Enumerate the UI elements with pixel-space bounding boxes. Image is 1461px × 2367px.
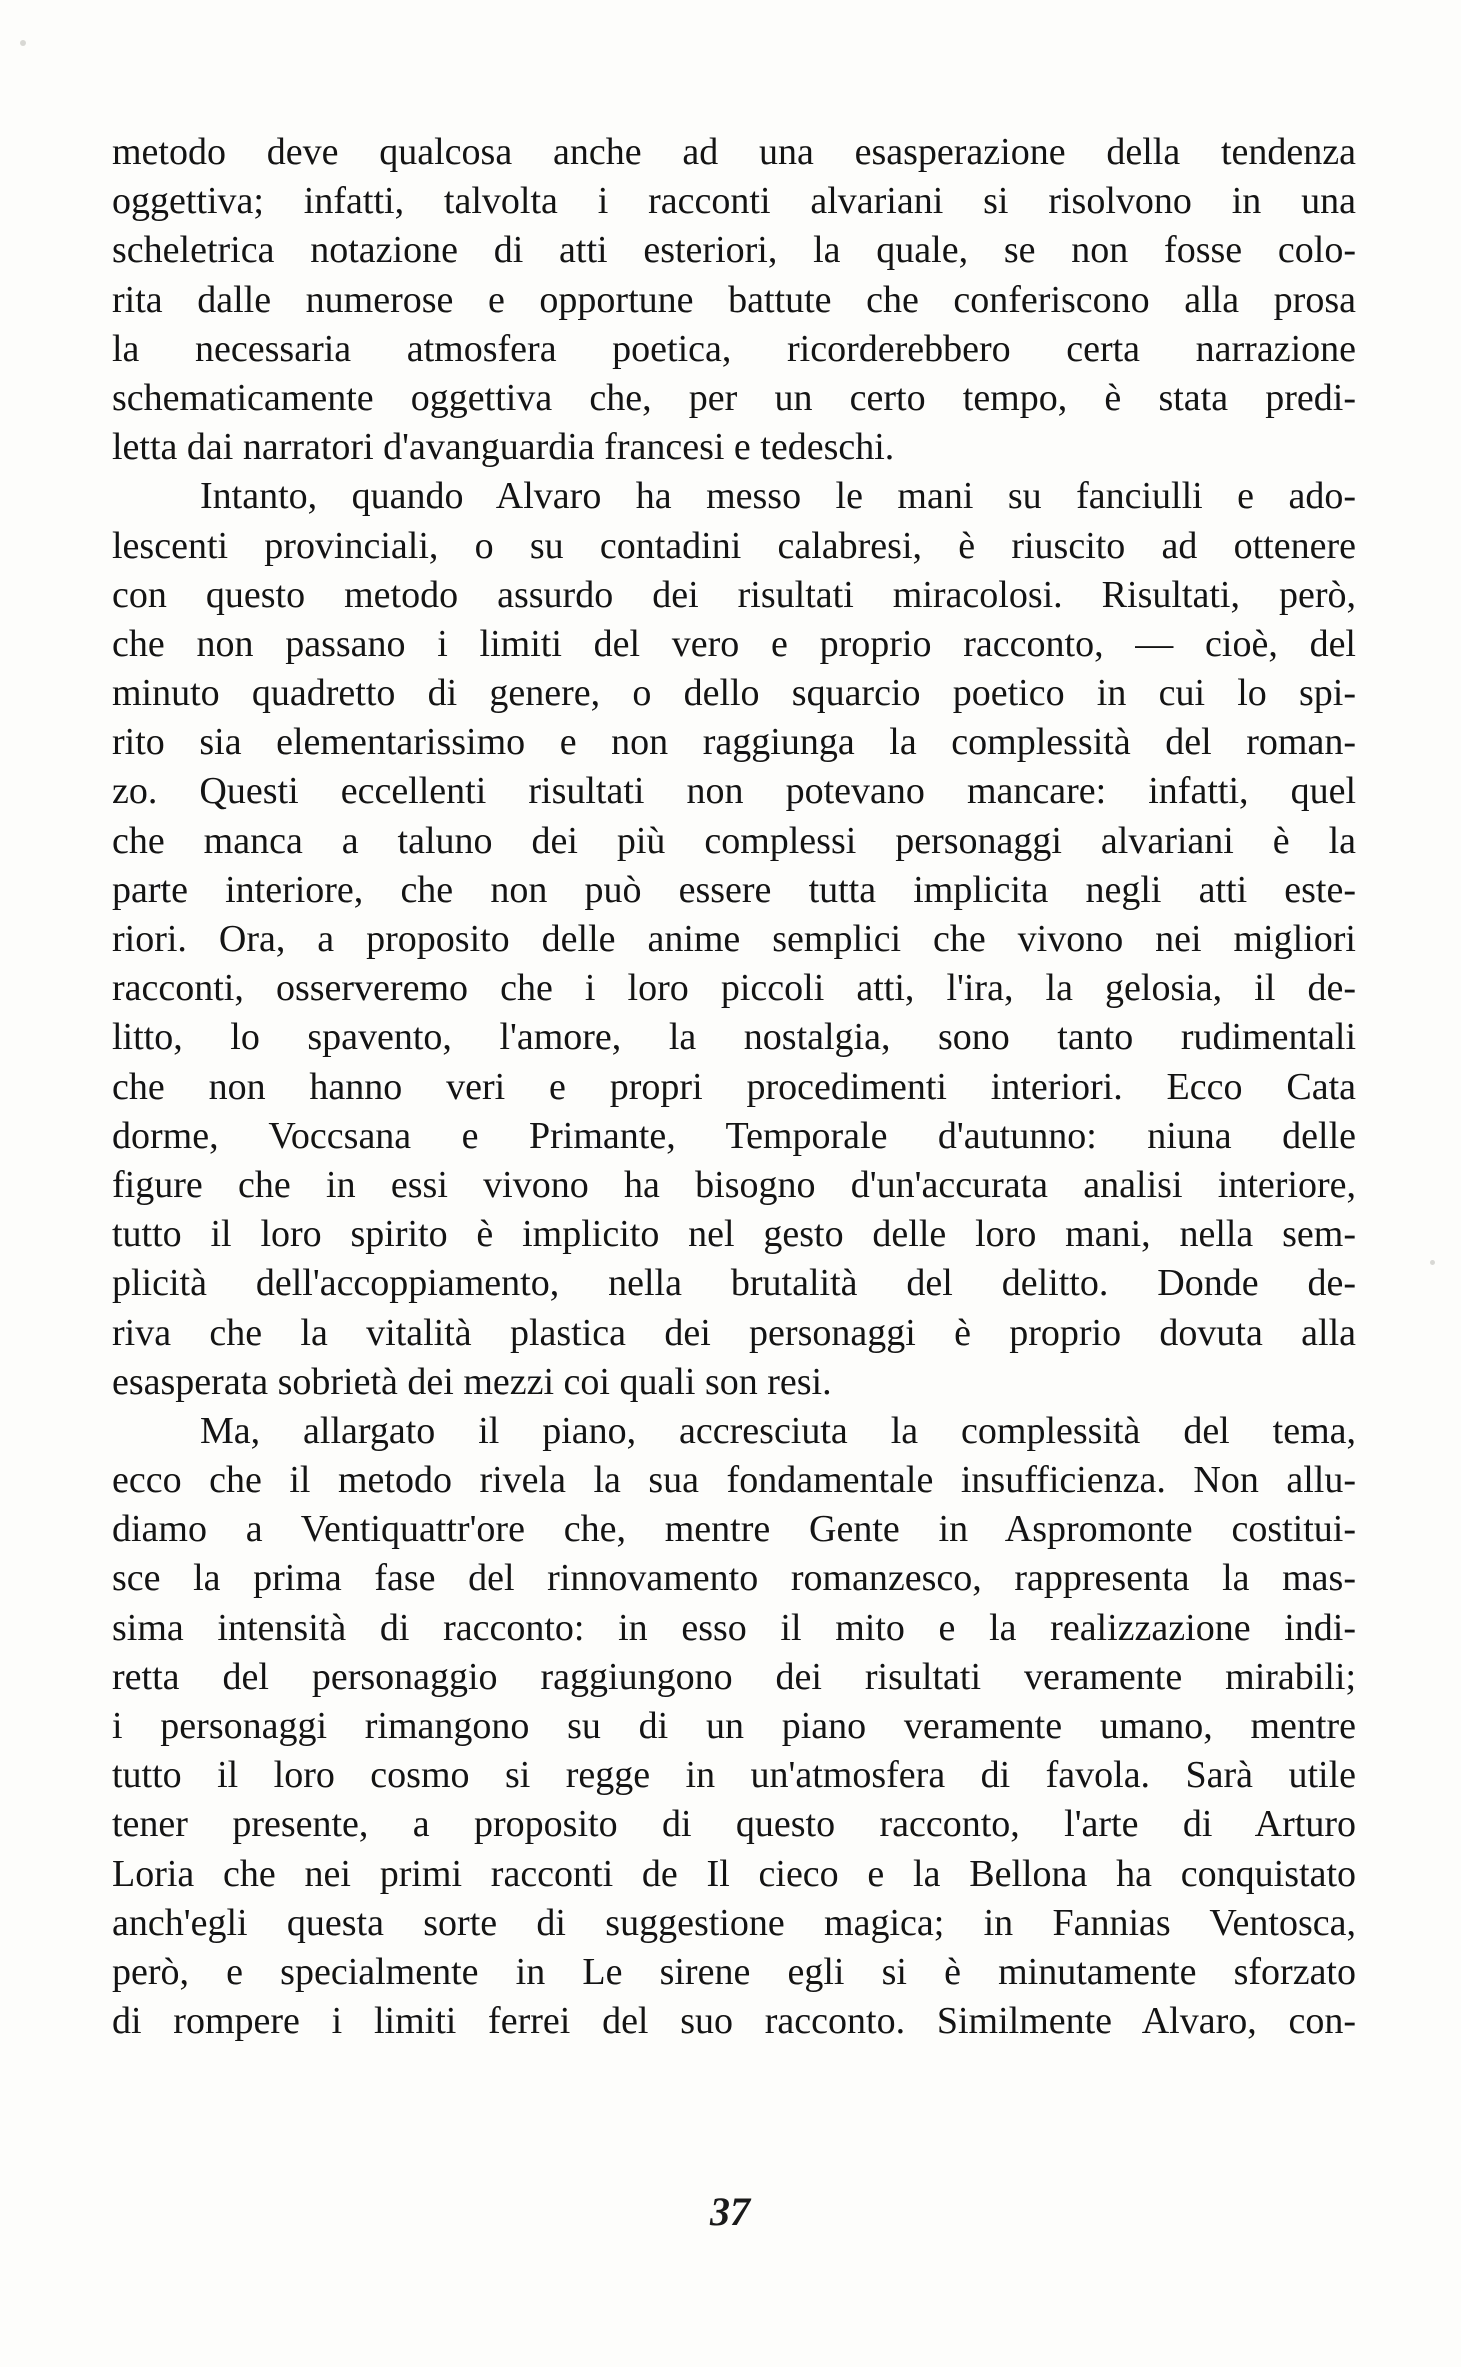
text-line: che manca a taluno dei più complessi personaggi alvariani è la [112, 819, 1356, 862]
text-line: minuto quadretto di genere, o dello squarcio poetico in cui lo spi- [112, 672, 1356, 715]
text-line: zo. Questi eccellenti risultati non potevano mancare: infatti, quel [112, 770, 1356, 813]
text-line: tener presente, a proposito di questo racconto, l'arte di Arturo [112, 1803, 1356, 1846]
text-line: con questo metodo assurdo dei risultati miracolosi. Risultati, però, [112, 573, 1356, 616]
text-line: retta del personaggio raggiungono dei risultati veramente mirabili; [112, 1655, 1356, 1698]
text-line: metodo deve qualcosa anche ad una esasperazione della tendenza [112, 131, 1356, 173]
paper-speck [20, 40, 26, 46]
text-line: i personaggi rimangono su di un piano veramente umano, mentre [112, 1705, 1356, 1747]
paragraph-first-line: Intanto, quando Alvaro ha messo le mani su fanciulli e ado- [200, 475, 1356, 518]
text-line: figure che in essi vivono ha bisogno d'un'accurata analisi interiore, [112, 1163, 1356, 1206]
text-line: litto, lo spavento, l'amore, la nostalgia, sono tanto rudimentali [112, 1016, 1356, 1059]
text-line: anch'egli questa sorte di suggestione magica; in Fannias Ventosca, [112, 1901, 1356, 1944]
text-line: tutto il loro cosmo si regge in un'atmosfera di favola. Sarà utile [112, 1754, 1356, 1797]
text-line: plicità dell'accoppiamento, nella brutalità del delitto. Donde de- [112, 1262, 1356, 1305]
text-line: parte interiore, che non può essere tutta implicita negli atti este- [112, 868, 1356, 911]
text-line: tutto il loro spirito è implicito nel gesto delle loro mani, nella sem- [112, 1213, 1356, 1256]
text-line: letta dai narratori d'avanguardia francesi e tedeschi. [112, 426, 895, 469]
text-line: riva che la vitalità plastica dei personaggi è proprio dovuta alla [112, 1311, 1356, 1354]
text-line: riori. Ora, a proposito delle anime semplici che vivono nei migliori [112, 918, 1356, 960]
text-line: schematicamente oggettiva che, per un certo tempo, è stata predi- [112, 376, 1356, 419]
text-line: la necessaria atmosfera poetica, ricorderebbero certa narrazione [112, 327, 1356, 370]
text-line: che non hanno veri e propri procedimenti interiori. Ecco Cata [112, 1065, 1356, 1108]
body-text [112, 128, 1356, 2046]
text-line: sce la prima fase del rinnovamento romanzesco, rappresenta la mas- [112, 1557, 1356, 1600]
text-line: che non passano i limiti del vero e proprio racconto, — cioè, del [112, 622, 1356, 665]
text-line: sima intensità di racconto: in esso il mito e la realizzazione indi- [112, 1606, 1356, 1649]
text-line: racconti, osserveremo che i loro piccoli atti, l'ira, la gelosia, il de- [112, 967, 1356, 1010]
text-line: dorme, Voccsana e Primante, Temporale d'autunno: niuna delle [112, 1114, 1356, 1157]
text-line: diamo a Ventiquattr'ore che, mentre Gente in Aspromonte costitui- [112, 1508, 1356, 1551]
paragraph-first-line: Ma, allargato il piano, accresciuta la complessità del tema, [200, 1409, 1356, 1452]
text-line: rita dalle numerose e opportune battute che conferiscono alla prosa [112, 278, 1356, 321]
page-number: 37 [710, 2189, 750, 2234]
text-line: di rompere i limiti ferrei del suo racconto. Similmente Alvaro, con- [112, 2000, 1356, 2043]
text-line: oggettiva; infatti, talvolta i racconti alvariani si risolvono in una [112, 180, 1356, 223]
text-line: scheletrica notazione di atti esteriori, la quale, se non fosse colo- [112, 229, 1356, 272]
paper-speck [1430, 1260, 1435, 1265]
text-line: rito sia elementarissimo e non raggiunga la complessità del roman- [112, 721, 1356, 764]
text-line: lescenti provinciali, o su contadini calabresi, è riuscito ad ottenere [112, 524, 1356, 567]
text-line: però, e specialmente in Le sirene egli si è minutamente sforzato [112, 1950, 1356, 1993]
text-line: esasperata sobrietà dei mezzi coi quali son resi. [112, 1360, 832, 1403]
text-line: Loria che nei primi racconti de Il cieco e la Bellona ha conquistato [112, 1852, 1356, 1895]
text-line: ecco che il metodo rivela la sua fondamentale insufficienza. Non allu- [112, 1459, 1356, 1502]
